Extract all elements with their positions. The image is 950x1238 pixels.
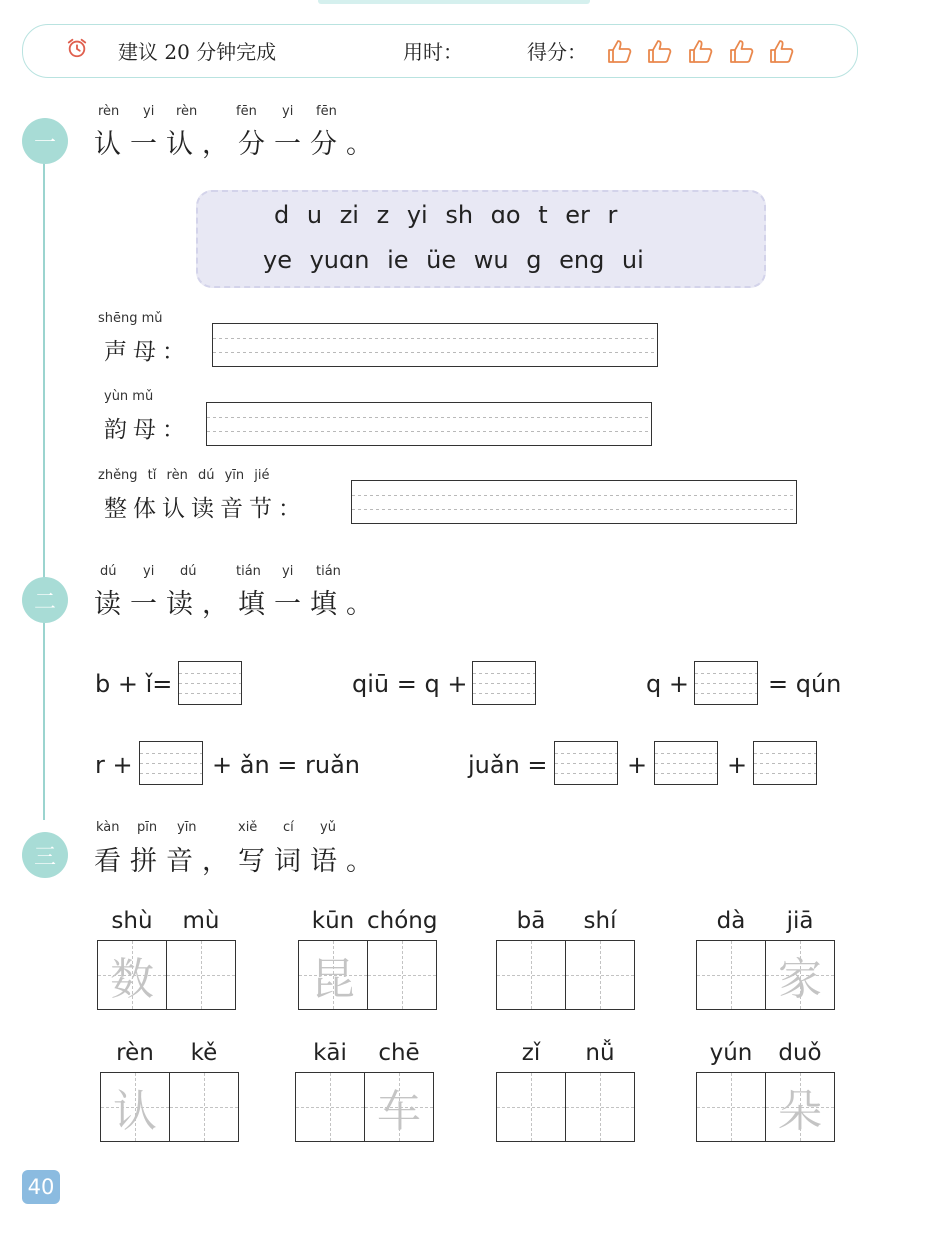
tracing-character [697,1073,765,1141]
title-pinyin-1-1: rèn [98,104,120,119]
word-pinyin-1: yún [709,1040,753,1066]
writing-grid-cell[interactable] [765,1072,835,1142]
equation-3-result: = qún [768,670,842,698]
equation-3-blank[interactable] [694,661,758,705]
word-pinyin-2: jiā [786,908,814,934]
thumbs-up-icon[interactable] [728,37,756,65]
title-pinyin-2-5: yi [282,564,294,579]
word-pinyin-1: zǐ [521,1040,541,1066]
writing-grid-cell[interactable] [97,940,167,1010]
initials-answer-field[interactable] [212,323,658,367]
section-number-1: 一 [22,118,68,164]
writing-grid-cell[interactable] [169,1072,239,1142]
word-pinyin-1: kūn [311,908,355,934]
title-pinyin-1-6: fēn [316,104,337,119]
score-label: 得分： [527,40,587,64]
section-title-3: 看拼音，写词语。 [94,846,382,877]
title-pinyin-2-3: dú [180,564,197,579]
equation-1-text: b + ǐ= [95,670,173,698]
tracing-character [566,1073,634,1141]
equation-5-text: juǎn = [468,751,548,779]
word-pinyin-2: chóng [367,908,438,934]
section-guide-line [43,162,45,820]
tracing-character [497,941,565,1009]
page-number: 40 [22,1170,60,1204]
tracing-character: 认 [113,1086,157,1137]
title-pinyin-1-2: yi [143,104,155,119]
thumbs-up-icon[interactable] [687,37,715,65]
title-pinyin-2-6: tián [316,564,341,579]
equation-4-result: + ǎn = ruǎn [212,751,361,779]
word-pinyin-2: duǒ [778,1040,822,1066]
title-pinyin-3-5: cí [283,820,294,835]
word-pinyin-2: kě [190,1040,218,1066]
title-pinyin-1-4: fēn [236,104,257,119]
writing-grid-cell[interactable] [367,940,437,1010]
title-pinyin-2-1: dú [100,564,117,579]
word-pinyin-2: nǚ [585,1040,615,1066]
title-pinyin-1-5: yi [282,104,294,119]
time-used-label: 用时： [403,40,463,64]
equation-4-blank[interactable] [139,741,203,785]
tracing-character [170,1073,238,1141]
title-pinyin-3-4: xiě [238,820,258,835]
tracing-character: 家 [778,954,822,1005]
section-title-1: 认一认，分一分。 [94,129,382,160]
equation-4-text: r + [95,751,133,779]
tracing-character [566,941,634,1009]
word-pinyin-1: kāi [313,1040,347,1066]
tracing-character: 车 [377,1086,421,1137]
equation-5-blank-3[interactable] [753,741,817,785]
writing-grid-cell[interactable] [565,1072,635,1142]
word-pinyin-2: mù [182,908,220,934]
alarm-clock-icon [66,37,88,59]
word-pinyin-1: rèn [116,1040,154,1066]
equation-5-blank-2[interactable] [654,741,718,785]
tracing-character: 朵 [778,1086,822,1137]
word-pinyin-2: shí [583,908,617,934]
section-title-2: 读一读，填一填。 [94,589,382,620]
word-pinyin-1: bā [516,908,546,934]
writing-grid-cell[interactable] [166,940,236,1010]
equation-2-blank[interactable] [472,661,536,705]
section-number-3: 三 [22,832,68,878]
whole-syllables-pinyin: zhěng tǐ rèn dú yīn jié [98,468,270,483]
initials-label: 声母： [104,339,191,365]
letters-row-1: d u zi z yi sh ɑo t er r [274,201,618,229]
writing-grid-cell[interactable] [496,940,566,1010]
equation-5-plus-2: + [727,751,748,779]
title-pinyin-1-3: rèn [176,104,198,119]
tracing-character [368,941,436,1009]
word-pinyin-2: chē [378,1040,420,1066]
writing-grid-cell[interactable] [696,1072,766,1142]
word-pinyin-1: shù [111,908,153,934]
tracing-character [296,1073,364,1141]
thumbs-up-icon[interactable] [768,37,796,65]
writing-grid-cell[interactable] [565,940,635,1010]
writing-grid-cell[interactable] [496,1072,566,1142]
initials-pinyin: shēng mǔ [98,311,163,326]
writing-grid-cell[interactable] [364,1072,434,1142]
thumbs-up-icon[interactable] [646,37,674,65]
suggested-time: 建议 20 分钟完成 [118,40,277,64]
equation-3-text: q + [646,670,689,698]
equation-5-blank-1[interactable] [554,741,618,785]
writing-grid-cell[interactable] [298,940,368,1010]
writing-grid-cell[interactable] [765,940,835,1010]
finals-label: 韵母： [104,417,191,443]
tracing-character [497,1073,565,1141]
equation-2-text: qiū = q + [352,670,468,698]
tracing-character [167,941,235,1009]
equation-5-plus-1: + [627,751,648,779]
equation-1-blank[interactable] [178,661,242,705]
whole-syllables-label: 整体认读音节： [104,496,307,522]
finals-pinyin: yùn mǔ [104,389,154,404]
tracing-character [697,941,765,1009]
whole-syllables-answer-field[interactable] [351,480,797,524]
letters-row-2: ye yuɑn ie üe wu g eng ui [263,246,644,274]
title-pinyin-2-2: yi [143,564,155,579]
word-pinyin-1: dà [716,908,746,934]
finals-answer-field[interactable] [206,402,652,446]
title-pinyin-3-2: pīn [137,820,158,835]
writing-grid-cell[interactable] [295,1072,365,1142]
tracing-character: 昆 [311,954,355,1005]
section-number-2: 二 [22,577,68,623]
title-pinyin-3-6: yǔ [320,820,336,835]
writing-grid-cell[interactable] [100,1072,170,1142]
writing-grid-cell[interactable] [696,940,766,1010]
title-pinyin-2-4: tián [236,564,261,579]
thumbs-up-icon[interactable] [606,37,634,65]
title-pinyin-3-1: kàn [96,820,120,835]
top-strip [318,0,590,4]
tracing-character: 数 [110,954,154,1005]
title-pinyin-3-3: yīn [177,820,197,835]
